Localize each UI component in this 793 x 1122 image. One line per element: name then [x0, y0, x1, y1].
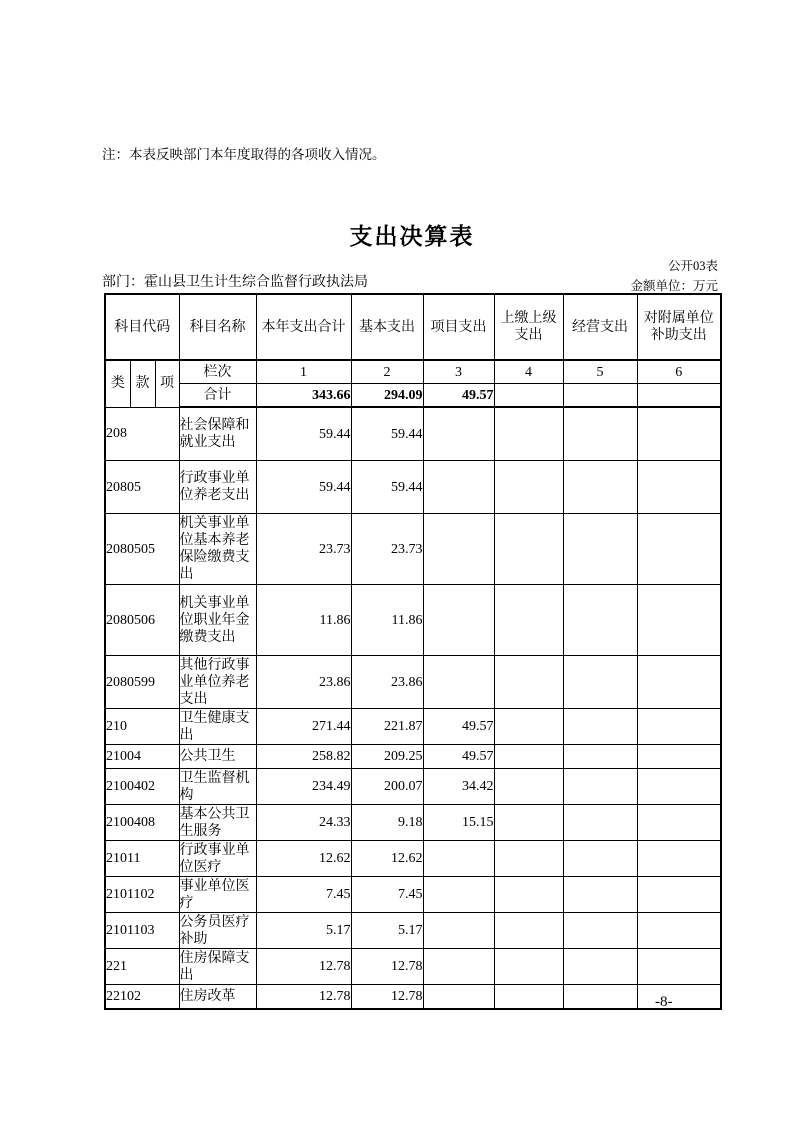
subject-code: 21011 [105, 841, 179, 877]
rank-number: 2 [351, 360, 423, 384]
cell-value: 59.44 [351, 407, 423, 461]
page-number: -8- [655, 994, 673, 1010]
cell-value [423, 913, 494, 949]
cell-value: 12.78 [351, 985, 423, 1010]
cell-value [494, 461, 563, 514]
cell-value [423, 514, 494, 585]
header-upward-remittance: 上缴上级支出 [494, 294, 563, 360]
cell-value: 23.86 [256, 656, 351, 709]
cell-value: 23.73 [351, 514, 423, 585]
cell-value [494, 841, 563, 877]
cell-value [563, 709, 637, 745]
cell-value: 7.45 [256, 877, 351, 913]
cell-value [563, 949, 637, 985]
table-row [105, 805, 721, 841]
page-title: 支出决算表 [349, 223, 475, 249]
cell-value [423, 877, 494, 913]
table-row [105, 514, 721, 585]
cell-value: 12.78 [256, 949, 351, 985]
cell-value [563, 769, 637, 805]
cell-value [494, 985, 563, 1010]
subject-name: 行政事业单位养老支出 [179, 461, 256, 514]
cell-value: 23.86 [351, 656, 423, 709]
cell-value [423, 407, 494, 461]
table-row [105, 913, 721, 949]
cell-value [494, 745, 563, 769]
cell-value [494, 769, 563, 805]
cell-value [563, 745, 637, 769]
cell-value [563, 877, 637, 913]
cell-value [563, 841, 637, 877]
rank-number: 3 [423, 360, 494, 384]
code-part-section: 款 [130, 360, 155, 407]
total-value [637, 384, 721, 408]
cell-value [563, 913, 637, 949]
cell-value [423, 949, 494, 985]
cell-value [494, 805, 563, 841]
cell-value: 23.73 [256, 514, 351, 585]
cell-value [494, 585, 563, 656]
cell-value: 234.49 [256, 769, 351, 805]
cell-value [494, 709, 563, 745]
cell-value: 11.86 [256, 585, 351, 656]
cell-value [637, 913, 721, 949]
header-total-expenditure: 本年支出合计 [256, 294, 351, 360]
subject-code: 22102 [105, 985, 179, 1010]
subject-name: 住房改革 [179, 985, 256, 1010]
subject-code: 2080505 [105, 514, 179, 585]
cell-value [637, 585, 721, 656]
total-value: 49.57 [423, 384, 494, 408]
total-label: 合计 [179, 384, 256, 408]
cell-value: 24.33 [256, 805, 351, 841]
cell-value: 209.25 [351, 745, 423, 769]
table-row [105, 769, 721, 805]
code-part-item: 项 [155, 360, 179, 407]
subject-code: 221 [105, 949, 179, 985]
cell-value: 34.42 [423, 769, 494, 805]
cell-value [637, 514, 721, 585]
cell-value: 59.44 [351, 461, 423, 514]
subject-code: 2080599 [105, 656, 179, 709]
rank-number: 4 [494, 360, 563, 384]
cell-value: 200.07 [351, 769, 423, 805]
subject-code: 208 [105, 407, 179, 461]
subject-name: 其他行政事业单位养老支出 [179, 656, 256, 709]
cell-value: 12.78 [256, 985, 351, 1010]
table-row [105, 949, 721, 985]
total-value: 343.66 [256, 384, 351, 408]
cell-value [423, 656, 494, 709]
total-value [563, 384, 637, 408]
subject-code: 2100408 [105, 805, 179, 841]
cell-value [563, 461, 637, 514]
cell-value [637, 709, 721, 745]
table-number-label: 公开03表 [667, 259, 718, 273]
subject-name: 公共卫生 [179, 745, 256, 769]
subject-name: 行政事业单位医疗 [179, 841, 256, 877]
amount-unit-label: 金额单位：万元 [630, 279, 718, 293]
cell-value [563, 514, 637, 585]
subject-name: 机关事业单位职业年金缴费支出 [179, 585, 256, 656]
expenditure-table [104, 293, 722, 1010]
table-row [105, 709, 721, 745]
cell-value [637, 985, 721, 1010]
cell-value: 49.57 [423, 745, 494, 769]
cell-value: 7.45 [351, 877, 423, 913]
table-row [105, 461, 721, 514]
header-basic-expenditure: 基本支出 [351, 294, 423, 360]
subject-name: 公务员医疗补助 [179, 913, 256, 949]
total-value: 294.09 [351, 384, 423, 408]
subject-code: 210 [105, 709, 179, 745]
cell-value: 49.57 [423, 709, 494, 745]
cell-value [494, 407, 563, 461]
cell-value [423, 985, 494, 1010]
subject-name: 住房保障支出 [179, 949, 256, 985]
cell-value [563, 985, 637, 1010]
table-row [105, 585, 721, 656]
cell-value: 12.62 [256, 841, 351, 877]
cell-value: 12.78 [351, 949, 423, 985]
cell-value: 15.15 [423, 805, 494, 841]
cell-value [637, 805, 721, 841]
cell-value [494, 656, 563, 709]
subject-code: 2101102 [105, 877, 179, 913]
total-row [105, 384, 721, 408]
subject-code: 20805 [105, 461, 179, 514]
subject-name: 卫生监督机构 [179, 769, 256, 805]
cell-value: 5.17 [351, 913, 423, 949]
department-line: 部门：霍山县卫生计生综合监督行政执法局 [102, 275, 368, 290]
subject-code: 2101103 [105, 913, 179, 949]
table-row [105, 407, 721, 461]
rank-label: 栏次 [179, 360, 256, 384]
rank-number: 1 [256, 360, 351, 384]
subject-name: 卫生健康支出 [179, 709, 256, 745]
subject-code: 2080506 [105, 585, 179, 656]
cell-value [637, 461, 721, 514]
cell-value [637, 745, 721, 769]
cell-value [563, 805, 637, 841]
table-row [105, 877, 721, 913]
cell-value [423, 585, 494, 656]
table-row [105, 745, 721, 769]
table-row [105, 656, 721, 709]
header-subject-code: 科目代码 [105, 294, 179, 360]
cell-value [637, 949, 721, 985]
page-note: 注：本表反映部门本年度取得的各项收入情况。 [102, 147, 386, 162]
cell-value: 11.86 [351, 585, 423, 656]
cell-value [637, 407, 721, 461]
cell-value [423, 841, 494, 877]
cell-value [637, 877, 721, 913]
table-header-row [105, 294, 721, 360]
cell-value [423, 461, 494, 514]
header-operating-expenditure: 经营支出 [563, 294, 637, 360]
header-project-expenditure: 项目支出 [423, 294, 494, 360]
cell-value [637, 656, 721, 709]
subject-name: 社会保障和就业支出 [179, 407, 256, 461]
cell-value: 9.18 [351, 805, 423, 841]
cell-value: 59.44 [256, 461, 351, 514]
cell-value: 59.44 [256, 407, 351, 461]
total-value [494, 384, 563, 408]
cell-value [637, 841, 721, 877]
column-index-row [105, 360, 721, 384]
header-subject-name: 科目名称 [179, 294, 256, 360]
cell-value [563, 656, 637, 709]
subject-name: 机关事业单位基本养老保险缴费支出 [179, 514, 256, 585]
rank-number: 5 [563, 360, 637, 384]
cell-value: 221.87 [351, 709, 423, 745]
table-row [105, 841, 721, 877]
subject-code: 21004 [105, 745, 179, 769]
cell-value [494, 913, 563, 949]
subject-name: 基本公共卫生服务 [179, 805, 256, 841]
table-row [105, 985, 721, 1010]
cell-value: 5.17 [256, 913, 351, 949]
header-subsidy-to-affiliates: 对附属单位补助支出 [637, 294, 721, 360]
code-part-class: 类 [105, 360, 130, 407]
cell-value [637, 769, 721, 805]
cell-value: 258.82 [256, 745, 351, 769]
cell-value [563, 407, 637, 461]
rank-number: 6 [637, 360, 721, 384]
cell-value [494, 514, 563, 585]
cell-value [563, 585, 637, 656]
cell-value: 12.62 [351, 841, 423, 877]
subject-code: 2100402 [105, 769, 179, 805]
cell-value [494, 949, 563, 985]
cell-value: 271.44 [256, 709, 351, 745]
subject-name: 事业单位医疗 [179, 877, 256, 913]
cell-value [494, 877, 563, 913]
